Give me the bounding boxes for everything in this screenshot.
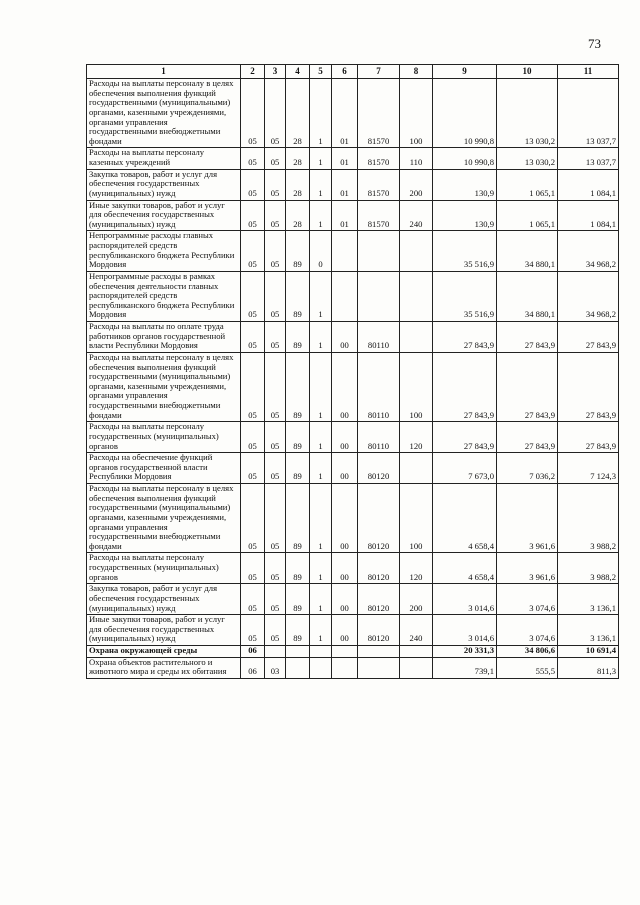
activity-code-cell: 00 xyxy=(332,584,358,615)
expense-type-cell: 100 xyxy=(400,484,433,553)
page-number: 73 xyxy=(588,36,601,51)
row-name-cell: Расходы на выплаты персоналу в целях обеспечения выполнения функций государственными (муниципальными) органами, казенными учреждениями, органами управления государственными внебюджетными фондами xyxy=(87,79,241,148)
direction-code-cell: 80120 xyxy=(358,615,400,646)
amount-year1-cell: 4 658,4 xyxy=(433,484,497,553)
program-code-cell: 28 xyxy=(286,148,310,169)
amount-year2-cell: 13 030,2 xyxy=(497,148,558,169)
amount-year3-cell: 27 843,9 xyxy=(558,352,619,421)
expense-type-cell: 100 xyxy=(400,352,433,421)
activity-code-cell: 00 xyxy=(332,322,358,353)
col-header: 8 xyxy=(400,65,433,79)
amount-year1-cell: 3 014,6 xyxy=(433,615,497,646)
section-code-cell: 05 xyxy=(241,231,265,272)
activity-code-cell xyxy=(332,657,358,678)
amount-year1-cell: 10 990,8 xyxy=(433,79,497,148)
activity-code-cell xyxy=(332,271,358,321)
table-row xyxy=(87,646,619,658)
program-code-cell: 89 xyxy=(286,584,310,615)
subprogram-code-cell: 0 xyxy=(310,231,332,272)
amount-year1-cell: 4 658,4 xyxy=(433,553,497,584)
subprogram-code-cell: 1 xyxy=(310,200,332,231)
row-name-cell: Расходы на выплаты персоналу казенных учреждений xyxy=(87,148,241,169)
amount-year3-cell: 3 136,1 xyxy=(558,615,619,646)
expense-type-cell: 200 xyxy=(400,584,433,615)
expense-type-cell: 120 xyxy=(400,553,433,584)
section-code-cell: 05 xyxy=(241,422,265,453)
direction-code-cell xyxy=(358,231,400,272)
program-code-cell: 89 xyxy=(286,553,310,584)
section-code-cell: 05 xyxy=(241,200,265,231)
section-code-cell: 05 xyxy=(241,615,265,646)
amount-year2-cell: 1 065,1 xyxy=(497,200,558,231)
program-code-cell: 89 xyxy=(286,271,310,321)
subsection-code-cell xyxy=(265,646,286,658)
table-row xyxy=(87,657,619,678)
col-header: 5 xyxy=(310,65,332,79)
program-code-cell: 89 xyxy=(286,484,310,553)
col-header: 2 xyxy=(241,65,265,79)
expense-type-cell xyxy=(400,231,433,272)
activity-code-cell: 01 xyxy=(332,169,358,200)
subsection-code-cell: 05 xyxy=(265,352,286,421)
amount-year1-cell: 35 516,9 xyxy=(433,271,497,321)
section-code-cell: 05 xyxy=(241,453,265,484)
amount-year2-cell: 7 036,2 xyxy=(497,453,558,484)
direction-code-cell xyxy=(358,646,400,658)
amount-year3-cell: 3 988,2 xyxy=(558,484,619,553)
row-name-cell: Непрограммные расходы в рамках обеспечения деятельности главных распорядителей средств республиканского бюджета Республики Мордовия xyxy=(87,271,241,321)
subsection-code-cell: 05 xyxy=(265,584,286,615)
subsection-code-cell: 05 xyxy=(265,484,286,553)
col-header: 1 xyxy=(87,65,241,79)
amount-year3-cell: 1 084,1 xyxy=(558,169,619,200)
row-name-cell: Расходы на выплаты по оплате труда работников органов государственной власти Республики Мордовия xyxy=(87,322,241,353)
col-header: 11 xyxy=(558,65,619,79)
subsection-code-cell: 05 xyxy=(265,322,286,353)
row-name-cell: Расходы на выплаты персоналу государственных (муниципальных) органов xyxy=(87,422,241,453)
subprogram-code-cell xyxy=(310,646,332,658)
subsection-code-cell: 05 xyxy=(265,615,286,646)
activity-code-cell xyxy=(332,231,358,272)
amount-year1-cell: 7 673,0 xyxy=(433,453,497,484)
section-code-cell: 05 xyxy=(241,352,265,421)
amount-year2-cell: 1 065,1 xyxy=(497,169,558,200)
table-row xyxy=(87,352,619,421)
expense-type-cell: 240 xyxy=(400,615,433,646)
amount-year2-cell: 3 074,6 xyxy=(497,615,558,646)
subsection-code-cell: 05 xyxy=(265,79,286,148)
direction-code-cell: 80120 xyxy=(358,553,400,584)
amount-year2-cell: 13 030,2 xyxy=(497,79,558,148)
amount-year3-cell: 34 968,2 xyxy=(558,271,619,321)
amount-year2-cell: 27 843,9 xyxy=(497,352,558,421)
table-row xyxy=(87,422,619,453)
program-code-cell: 89 xyxy=(286,615,310,646)
subprogram-code-cell: 1 xyxy=(310,322,332,353)
direction-code-cell: 81570 xyxy=(358,79,400,148)
direction-code-cell: 81570 xyxy=(358,169,400,200)
expense-type-cell xyxy=(400,646,433,658)
table-row xyxy=(87,79,619,148)
subprogram-code-cell: 1 xyxy=(310,169,332,200)
amount-year2-cell: 3 961,6 xyxy=(497,484,558,553)
subprogram-code-cell: 1 xyxy=(310,79,332,148)
direction-code-cell: 80120 xyxy=(358,453,400,484)
table-row xyxy=(87,453,619,484)
row-name-cell: Охрана объектов растительного и животного мира и среды их обитания xyxy=(87,657,241,678)
program-code-cell: 28 xyxy=(286,79,310,148)
table-row xyxy=(87,615,619,646)
expense-type-cell: 100 xyxy=(400,79,433,148)
direction-code-cell: 80110 xyxy=(358,322,400,353)
amount-year2-cell: 3 074,6 xyxy=(497,584,558,615)
section-code-cell: 05 xyxy=(241,322,265,353)
expense-type-cell xyxy=(400,657,433,678)
table-row xyxy=(87,322,619,353)
table-row xyxy=(87,484,619,553)
row-name-cell: Расходы на обеспечение функций органов государственной власти Республики Мордовия xyxy=(87,453,241,484)
amount-year3-cell: 811,3 xyxy=(558,657,619,678)
amount-year2-cell: 34 880,1 xyxy=(497,271,558,321)
direction-code-cell xyxy=(358,271,400,321)
direction-code-cell: 80120 xyxy=(358,584,400,615)
amount-year1-cell: 35 516,9 xyxy=(433,231,497,272)
col-header: 6 xyxy=(332,65,358,79)
subsection-code-cell: 03 xyxy=(265,657,286,678)
program-code-cell: 89 xyxy=(286,422,310,453)
amount-year1-cell: 3 014,6 xyxy=(433,584,497,615)
subprogram-code-cell: 1 xyxy=(310,453,332,484)
direction-code-cell: 81570 xyxy=(358,200,400,231)
activity-code-cell: 00 xyxy=(332,352,358,421)
activity-code-cell xyxy=(332,646,358,658)
amount-year1-cell: 130,9 xyxy=(433,200,497,231)
section-code-cell: 05 xyxy=(241,79,265,148)
program-code-cell xyxy=(286,646,310,658)
subsection-code-cell: 05 xyxy=(265,231,286,272)
amount-year3-cell: 3 988,2 xyxy=(558,553,619,584)
amount-year3-cell: 27 843,9 xyxy=(558,422,619,453)
table-row xyxy=(87,148,619,169)
subprogram-code-cell: 1 xyxy=(310,422,332,453)
subprogram-code-cell: 1 xyxy=(310,352,332,421)
amount-year1-cell: 27 843,9 xyxy=(433,352,497,421)
amount-year3-cell: 13 037,7 xyxy=(558,148,619,169)
section-code-cell: 05 xyxy=(241,148,265,169)
expense-type-cell xyxy=(400,322,433,353)
amount-year3-cell: 34 968,2 xyxy=(558,231,619,272)
subsection-code-cell: 05 xyxy=(265,200,286,231)
direction-code-cell: 80110 xyxy=(358,422,400,453)
section-code-cell: 05 xyxy=(241,484,265,553)
subprogram-code-cell: 1 xyxy=(310,553,332,584)
row-name-cell: Закупка товаров, работ и услуг для обеспечения государственных (муниципальных) нужд xyxy=(87,169,241,200)
program-code-cell: 89 xyxy=(286,352,310,421)
direction-code-cell: 80110 xyxy=(358,352,400,421)
subprogram-code-cell: 1 xyxy=(310,584,332,615)
expense-type-cell: 240 xyxy=(400,200,433,231)
amount-year3-cell: 3 136,1 xyxy=(558,584,619,615)
direction-code-cell: 80120 xyxy=(358,484,400,553)
row-name-cell: Расходы на выплаты персоналу в целях обеспечения выполнения функций государственными (муниципальными) органами, казенными учреждениями, органами управления государственными внебюджетными фондами xyxy=(87,352,241,421)
section-code-cell: 05 xyxy=(241,584,265,615)
activity-code-cell: 00 xyxy=(332,484,358,553)
program-code-cell: 89 xyxy=(286,231,310,272)
amount-year3-cell: 13 037,7 xyxy=(558,79,619,148)
amount-year1-cell: 27 843,9 xyxy=(433,322,497,353)
subsection-code-cell: 05 xyxy=(265,169,286,200)
row-name-cell: Расходы на выплаты персоналу в целях обеспечения выполнения функций государственными (муниципальными) органами, казенными учреждениями, органами управления государственными внебюджетными фондами xyxy=(87,484,241,553)
row-name-cell: Непрограммные расходы главных распорядителей средств республиканского бюджета Республики Мордовия xyxy=(87,231,241,272)
activity-code-cell: 00 xyxy=(332,453,358,484)
amount-year3-cell: 7 124,3 xyxy=(558,453,619,484)
activity-code-cell: 00 xyxy=(332,422,358,453)
table-row xyxy=(87,169,619,200)
expense-type-cell xyxy=(400,453,433,484)
activity-code-cell: 00 xyxy=(332,553,358,584)
subprogram-code-cell xyxy=(310,657,332,678)
program-code-cell: 89 xyxy=(286,322,310,353)
amount-year1-cell: 739,1 xyxy=(433,657,497,678)
activity-code-cell: 01 xyxy=(332,200,358,231)
amount-year1-cell: 10 990,8 xyxy=(433,148,497,169)
amount-year1-cell: 20 331,3 xyxy=(433,646,497,658)
subsection-code-cell: 05 xyxy=(265,422,286,453)
section-code-cell: 05 xyxy=(241,271,265,321)
subprogram-code-cell: 1 xyxy=(310,484,332,553)
expense-type-cell xyxy=(400,271,433,321)
col-header: 4 xyxy=(286,65,310,79)
amount-year1-cell: 27 843,9 xyxy=(433,422,497,453)
program-code-cell xyxy=(286,657,310,678)
activity-code-cell: 01 xyxy=(332,148,358,169)
amount-year2-cell: 555,5 xyxy=(497,657,558,678)
row-name-cell: Расходы на выплаты персоналу государственных (муниципальных) органов xyxy=(87,553,241,584)
amount-year2-cell: 34 880,1 xyxy=(497,231,558,272)
program-code-cell: 28 xyxy=(286,169,310,200)
section-code-cell: 06 xyxy=(241,646,265,658)
table-row xyxy=(87,231,619,272)
section-code-cell: 05 xyxy=(241,553,265,584)
amount-year2-cell: 27 843,9 xyxy=(497,422,558,453)
amount-year2-cell: 34 806,6 xyxy=(497,646,558,658)
col-header: 10 xyxy=(497,65,558,79)
amount-year3-cell: 10 691,4 xyxy=(558,646,619,658)
expense-type-cell: 120 xyxy=(400,422,433,453)
expense-type-cell: 200 xyxy=(400,169,433,200)
activity-code-cell: 01 xyxy=(332,79,358,148)
amount-year2-cell: 27 843,9 xyxy=(497,322,558,353)
amount-year3-cell: 1 084,1 xyxy=(558,200,619,231)
section-code-cell: 06 xyxy=(241,657,265,678)
amount-year3-cell: 27 843,9 xyxy=(558,322,619,353)
amount-year1-cell: 130,9 xyxy=(433,169,497,200)
col-header: 9 xyxy=(433,65,497,79)
table-row xyxy=(87,553,619,584)
col-header: 3 xyxy=(265,65,286,79)
amount-year2-cell: 3 961,6 xyxy=(497,553,558,584)
row-name-cell: Охрана окружающей среды xyxy=(87,646,241,658)
table-row xyxy=(87,271,619,321)
table-row xyxy=(87,200,619,231)
subsection-code-cell: 05 xyxy=(265,148,286,169)
program-code-cell: 28 xyxy=(286,200,310,231)
subsection-code-cell: 05 xyxy=(265,453,286,484)
subprogram-code-cell: 1 xyxy=(310,148,332,169)
col-header: 7 xyxy=(358,65,400,79)
header-row xyxy=(87,65,619,79)
section-code-cell: 05 xyxy=(241,169,265,200)
subprogram-code-cell: 1 xyxy=(310,271,332,321)
expense-type-cell: 110 xyxy=(400,148,433,169)
budget-table xyxy=(86,64,619,679)
row-name-cell: Закупка товаров, работ и услуг для обеспечения государственных (муниципальных) нужд xyxy=(87,584,241,615)
direction-code-cell: 81570 xyxy=(358,148,400,169)
table-row xyxy=(87,584,619,615)
subsection-code-cell: 05 xyxy=(265,271,286,321)
subprogram-code-cell: 1 xyxy=(310,615,332,646)
row-name-cell: Иные закупки товаров, работ и услуг для обеспечения государственных (муниципальных) нужд xyxy=(87,615,241,646)
direction-code-cell xyxy=(358,657,400,678)
activity-code-cell: 00 xyxy=(332,615,358,646)
row-name-cell: Иные закупки товаров, работ и услуг для обеспечения государственных (муниципальных) нужд xyxy=(87,200,241,231)
program-code-cell: 89 xyxy=(286,453,310,484)
subsection-code-cell: 05 xyxy=(265,553,286,584)
